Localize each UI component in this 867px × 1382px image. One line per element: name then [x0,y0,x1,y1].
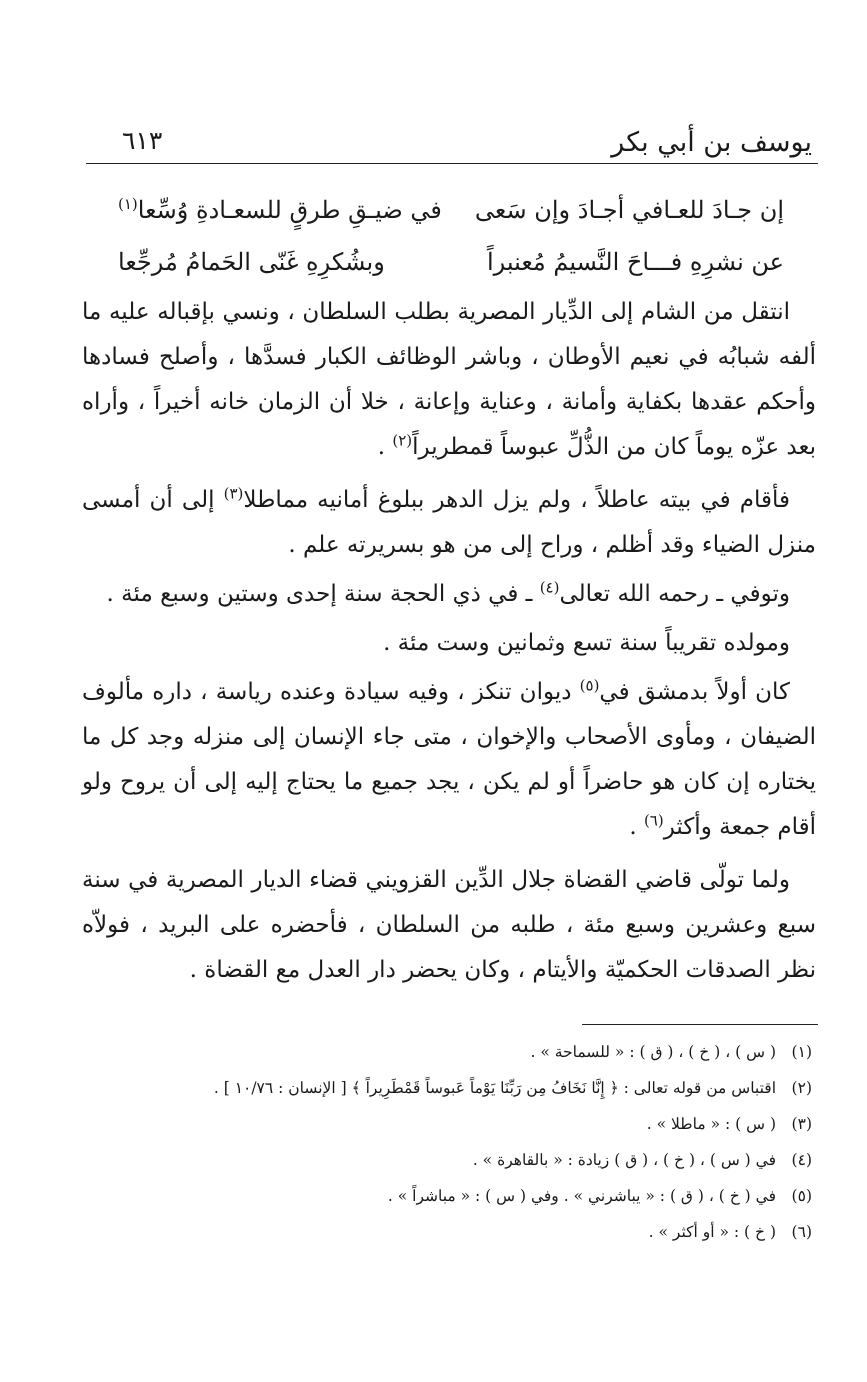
footnote-ref-1: (١) [118,195,138,213]
footnote-number: (٤) [791,1151,812,1169]
footnote-2 [82,1070,812,1106]
verse-line-1 [118,190,784,230]
footnote-ref-6: (٦) [643,811,664,830]
footnote-3 [82,1106,812,1142]
footnote-text: ( س ) ، ( خ ) ، ( ق ) : « للسماحة » . [530,1043,776,1061]
footnote-text: ( س ) : « ماطلا » . [646,1115,776,1133]
header-divider [86,163,818,164]
running-title: يوسف بن أبي بكر [611,127,812,158]
paragraph-2 [82,478,816,568]
paragraph-2-end: إلى أن أمسى منزل الضياء وقد أظلم ، وراح إلى من هو بسريرته علم . [82,487,816,558]
verse-line-2 [118,242,784,282]
footnote-ref-3: (٣) [223,484,244,503]
footnote-4 [82,1142,812,1178]
paragraph-3-end: ـ في ذي الحجة سنة إحدى وستين وسبع مئة . [106,581,540,607]
footnote-ref-2: (٢) [392,431,413,450]
verse-1-first-hemistich: إن جـادَ للعـافي أجـادَ وإن سَعى [474,196,784,224]
paragraph-5 [82,670,816,850]
paragraph-1 [82,290,816,470]
paragraph-5-text: كان أولاً بدمشق في [599,679,790,705]
paragraph-5-end: . [629,814,644,840]
verse-1-second-hemistich: في ضيـقِ طرقٍ للسعـادةِ وُسِّعا [137,196,442,224]
footnote-number: (١) [791,1043,812,1061]
paragraph-5-body: ديوان تنكز ، وفيه سيادة وعنده رياسة ، داره مألوف الضيفان ، ومأوى الأصحاب والإخوان ، متى جاء الإنسان إلى منزله وجد كل ما يختاره إن كان هو حاضراً أو لم يكن ، يجد جميع ما يحتاج إليه إلى أن يروح ولو أقام جمعة وأكثر [82,679,816,840]
paragraph-2-text: فأقام في بيته عاطلاً ، ولم يزل الدهر ببلوغ أمانيه مماطلا [243,487,790,513]
footnote-number: (٣) [791,1115,812,1133]
running-header [86,122,812,158]
verse-2-first-hemistich: عن نشرِهِ فـــاحَ النَّسيمُ مُعنبراً [486,248,784,276]
main-text [82,290,816,1001]
paragraph-3-text: وتوفي ـ رحمه الله تعالى [559,581,790,607]
verse-1-second-hemistich-group [118,190,442,230]
footnote-ref-4: (٤) [539,578,560,597]
footnote-5 [82,1178,812,1214]
paragraph-6-text: ولما تولّى قاضي القضاة جلال الدِّين القزويني قضاء الديار المصرية في سنة سبع وعشرين وسبع مئة ، طلبه من السلطان ، فأحضره على البريد ، فولاّه نظر الصدقات الحكميّة والأيتام ، وكان يحضر دار العدل مع القضاة . [82,867,816,983]
footnote-text: في ( س ) ، ( خ ) ، ( ق ) زيادة : « بالقاهرة » . [472,1151,776,1169]
paragraph-6 [82,858,816,993]
footnote-1 [82,1034,812,1070]
footnote-number: (٢) [791,1079,812,1097]
paragraph-4 [82,621,816,666]
page-number: ٦١٣ [122,126,163,155]
footnote-divider [582,1024,818,1025]
footnotes [82,1034,812,1250]
paragraph-1-text: انتقل من الشام إلى الدِّيار المصرية بطلب السلطان ، ونسي بإقباله عليه ما ألفه شبابُه في نعيم الأوطان ، وباشر الوظائف الكبار فسدَّها ، وأصلح فسادها وأحكم عقدها بكفاية وأمانة ، وعناية وإعانة ، خلا أن الزمان خانه أخيراً ، وأراه بعد عزّه يوماً كان من الذُّلِّ عبوساً قمطريراً [82,299,816,460]
footnote-number: (٥) [791,1187,812,1205]
footnote-text: اقتباس من قوله تعالى : ﴿ إِنَّا نَخَافُ مِن رَبِّنَا يَوْماً عَبوساً قَمْطَرِيراً ﴾ [ الإنسان : ١٠/٧٦ ] . [213,1079,776,1097]
footnote-ref-5: (٥) [579,676,600,695]
paragraph-4-text: ومولده تقريباً سنة تسع وثمانين وست مئة . [383,630,790,656]
footnote-6 [82,1214,812,1250]
footnote-text: ( خ ) : « أو أكثر » . [648,1223,776,1241]
verse-2-second-hemistich: وبشُكرِهِ غَنّى الحَمامُ مُرجِّعا [118,248,385,276]
paragraph-3 [82,572,816,617]
footnote-text: في ( خ ) ، ( ق ) : « يباشرني » . وفي ( س ) : « مباشراً » . [387,1187,776,1205]
footnote-number: (٦) [791,1223,812,1241]
paragraph-1-end: . [377,434,393,460]
